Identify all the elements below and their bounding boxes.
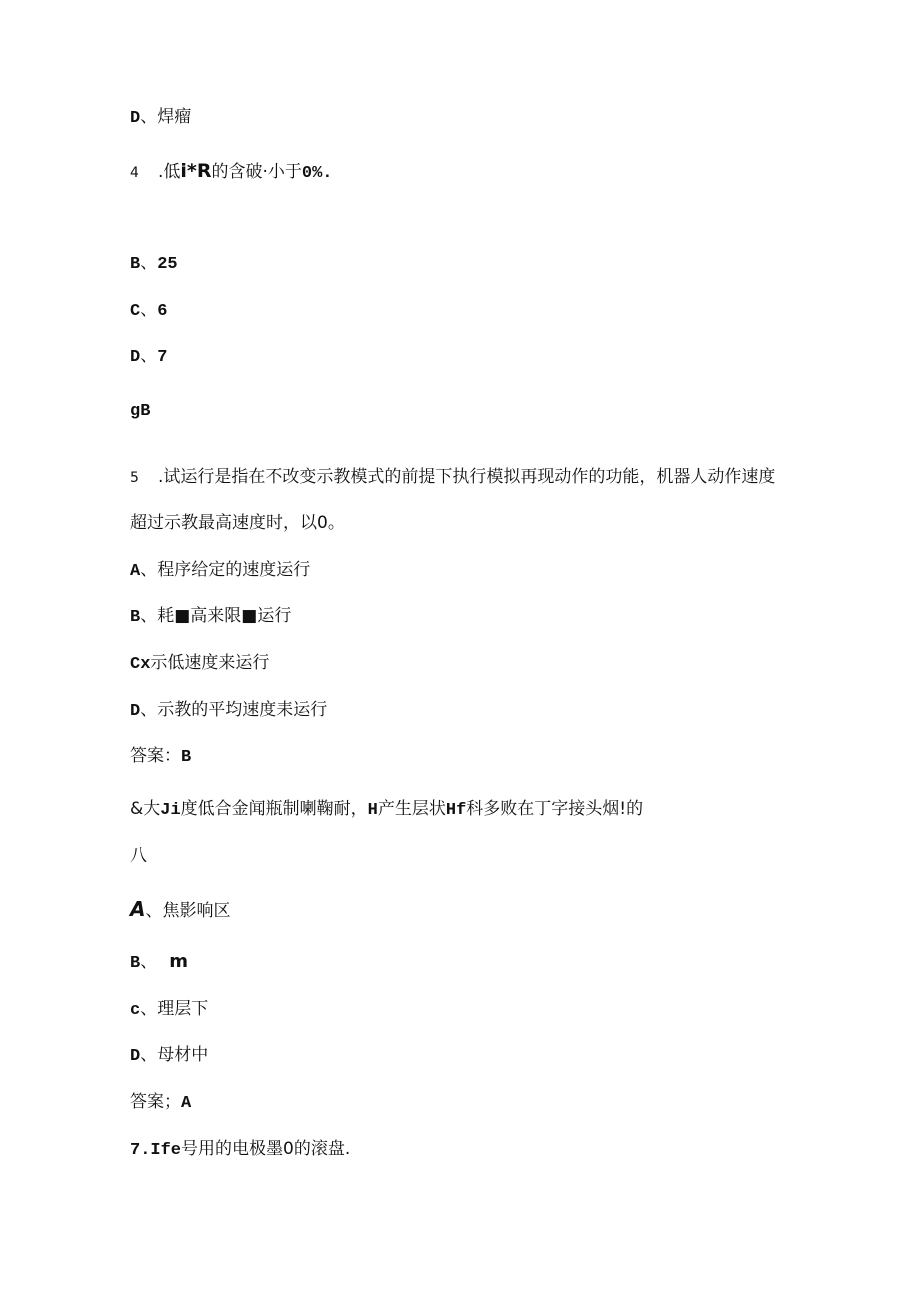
option-d-q6: D、母材中: [130, 1045, 209, 1066]
answer-q5: 答案：B: [130, 746, 192, 767]
option-c-q4: C、6: [130, 300, 168, 321]
option-a-q5: A、程序给定的速度运行: [130, 560, 311, 581]
option-d-q3: D、焊瘤: [130, 107, 192, 128]
question-6: &大Ji度低合金闻瓶制喇鞠耐，H产生层状Hf科多败在丁字接头烟!的: [130, 799, 644, 820]
option-c-q5: Cx示低速度来运行: [130, 653, 270, 674]
option-a-q6: A、焦影响区: [130, 897, 231, 921]
answer-q4: gB: [130, 402, 151, 421]
question-6-continued: 八: [130, 846, 147, 866]
question-5: 5 .试运行是指在不改变示教模式的前提下执行模拟再现动作的功能，机器人动作速度: [130, 467, 776, 487]
option-c-q6: c、理层下: [130, 999, 209, 1020]
question-4: 4 .低i*R的含破·小于0%.: [130, 160, 333, 183]
option-b-q5: B、耗■高来限■运行: [130, 606, 292, 627]
option-d-q5: D、示教的平均速度耒运行: [130, 700, 328, 721]
option-b-q4: B、25: [130, 253, 178, 274]
question-5-continued: 超过示教最高速度时，以0。: [130, 513, 345, 533]
answer-q6: 答案；A: [130, 1092, 192, 1113]
option-d-q4: D、7: [130, 346, 168, 367]
option-b-q6: B、 m: [130, 951, 188, 973]
question-7: 7.Ife号用的电极墨0的滚盘.: [130, 1139, 351, 1160]
